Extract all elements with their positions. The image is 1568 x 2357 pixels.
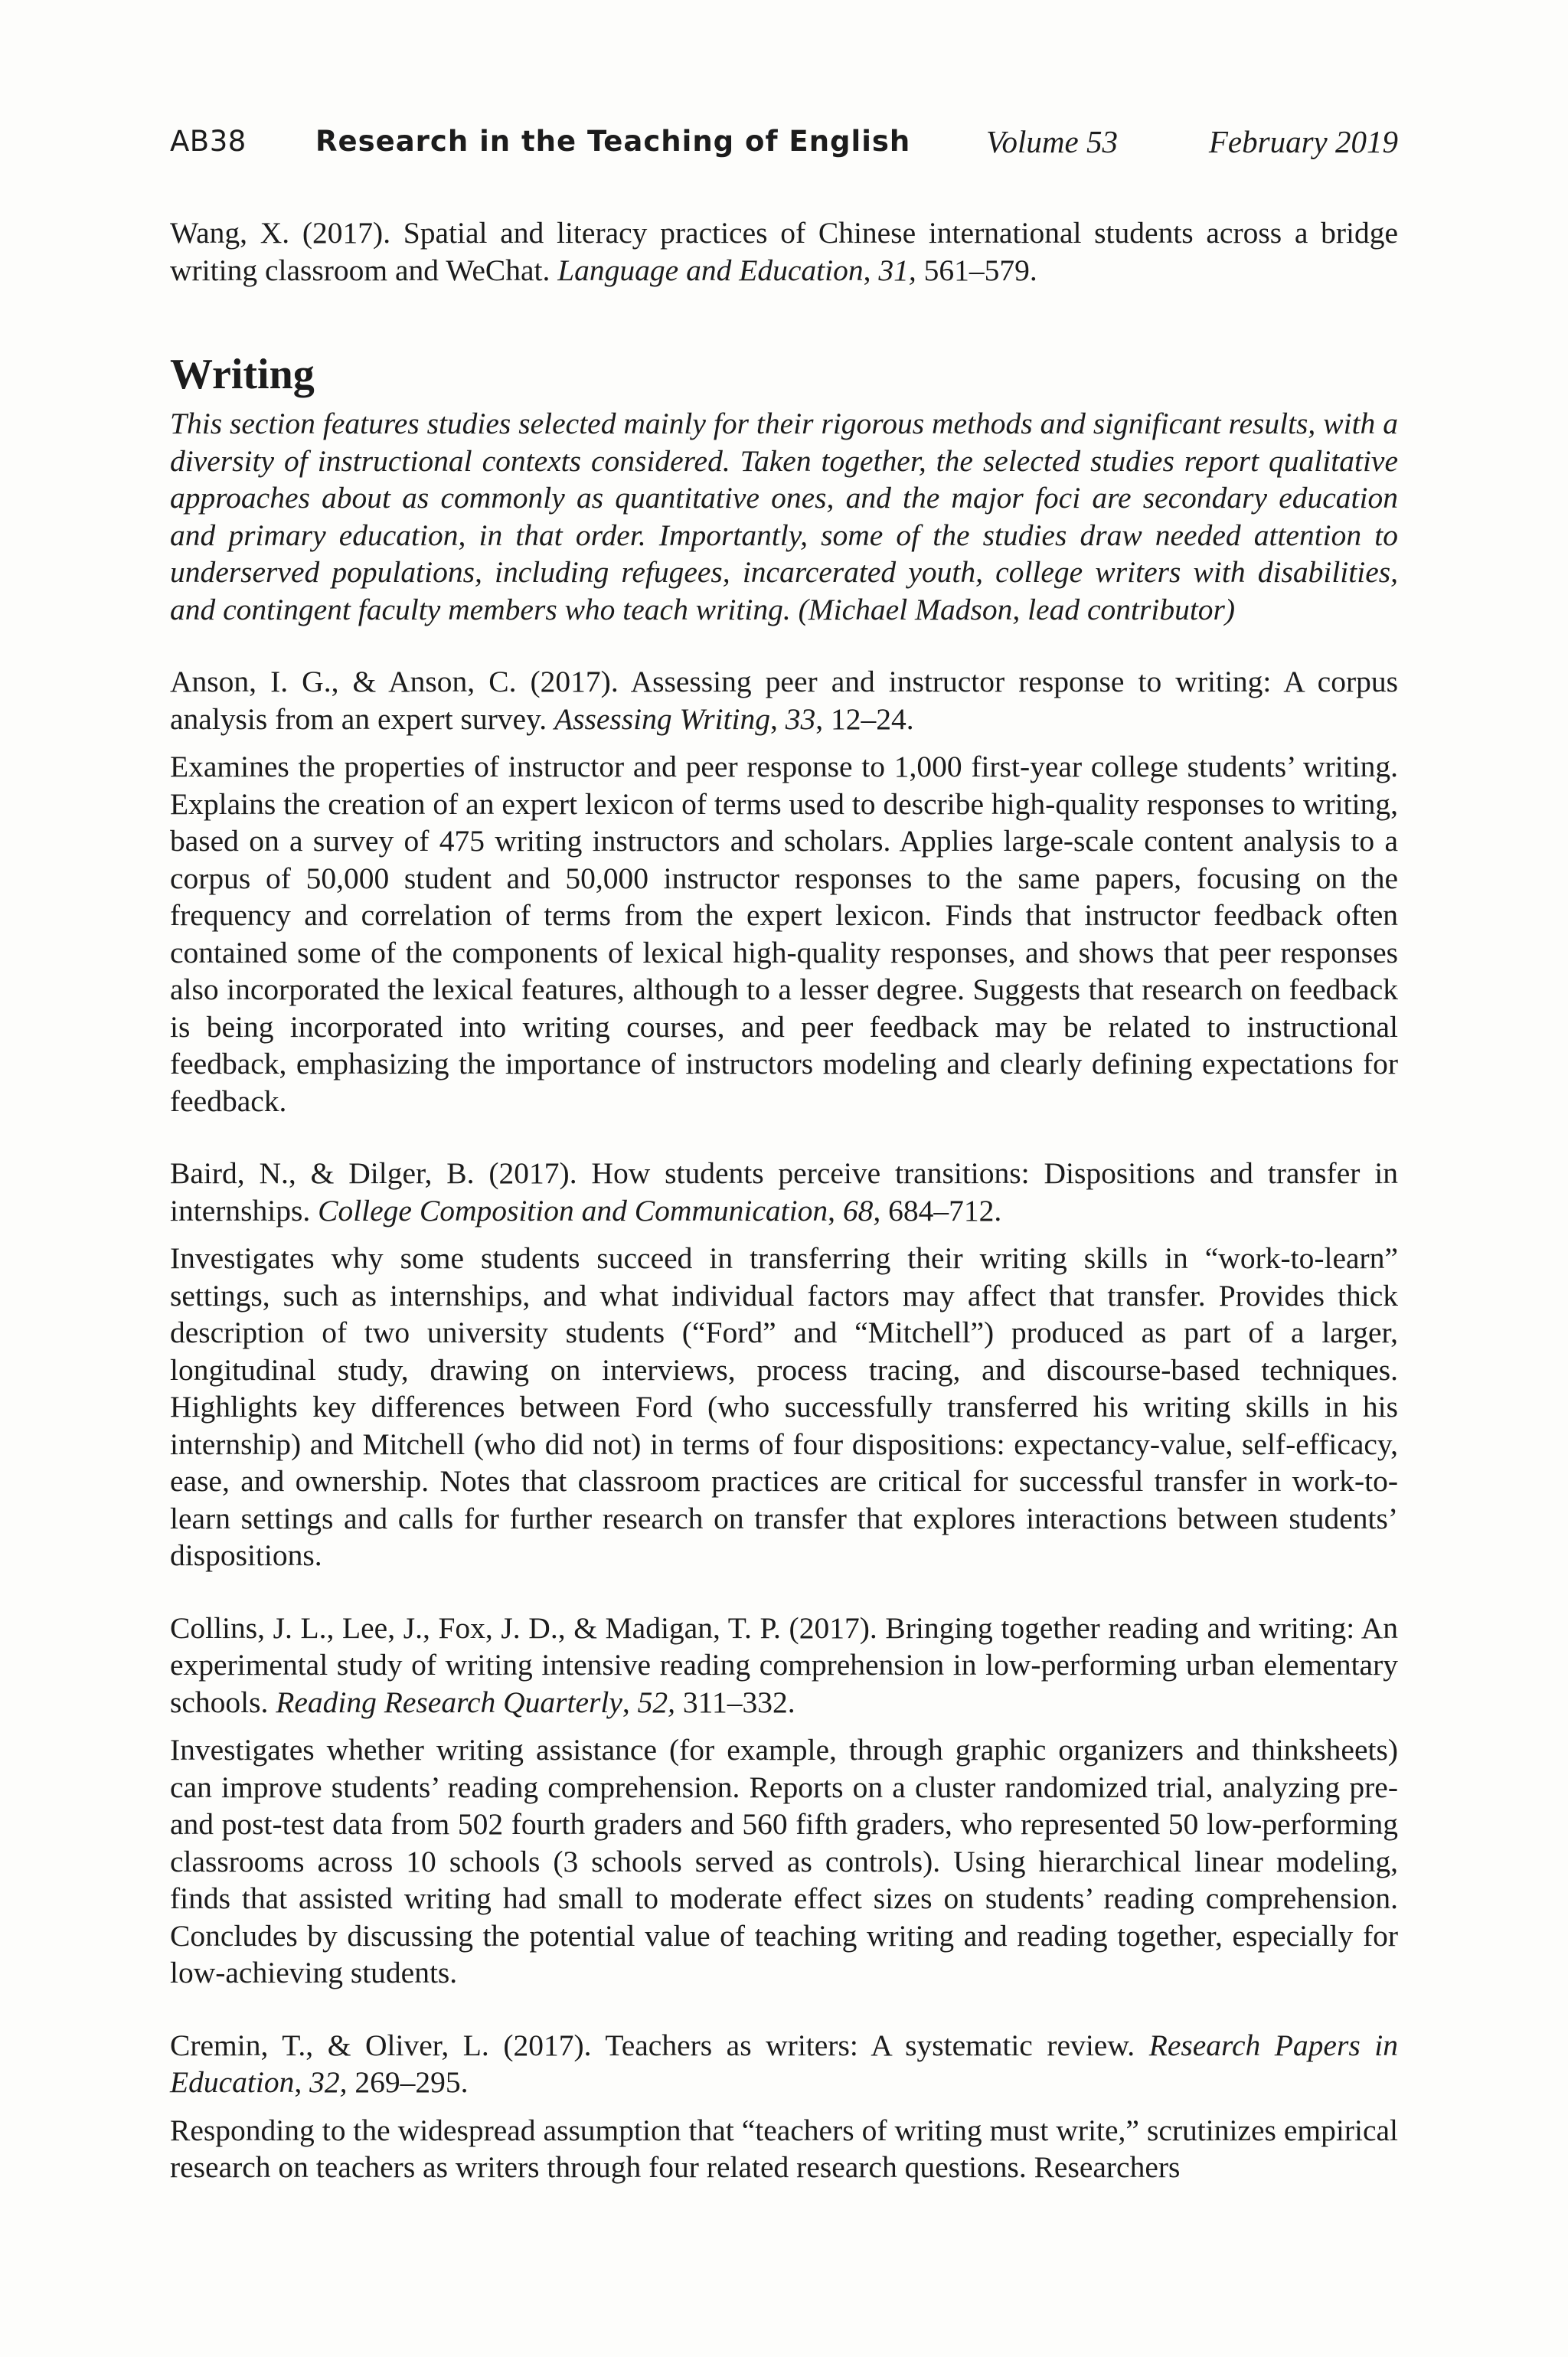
ref-journal: Reading Research Quarterly (276, 1685, 622, 1719)
journal-title: Research in the Teaching of English (315, 125, 911, 158)
ref-text: Cremin, T., & Oliver, L. (2017). Teachers as writers: A systematic review. (170, 2028, 1149, 2062)
bibliography-entry (170, 2027, 1398, 2186)
ref-separator: , (863, 253, 879, 287)
ref-pages: , 12–24. (815, 701, 914, 736)
ref-pages: 561–579. (916, 253, 1037, 287)
volume-label: Volume 53 (986, 124, 1118, 159)
ref-pages: 311–332. (675, 1685, 795, 1719)
entry-reference (170, 1155, 1398, 1229)
ref-journal: College Composition and Communication (318, 1193, 828, 1228)
ref-journal: Language and Education (557, 253, 864, 287)
entry-reference (170, 2027, 1398, 2101)
ref-separator: , (770, 701, 786, 736)
ref-pages: 269–295. (347, 2065, 469, 2099)
carryover-reference (170, 214, 1398, 289)
ref-volume: 31, (878, 253, 916, 287)
ref-text: Anson, I. G., & Anson, C. (2017). Assessing peer and instructor response to writing: A corpus analysis from an expert survey. (170, 665, 1398, 736)
ref-pages: 684–712. (880, 1193, 1002, 1228)
ref-separator: , (828, 1193, 843, 1228)
issue-date: February 2019 (1208, 124, 1398, 159)
ref-text: Collins, J. L., Lee, J., Fox, J. D., & Madigan, T. P. (2017). Bringing together reading and writing: An experimental study of writing intensive reading comprehension in low-performing urban elementary schools. (170, 1610, 1398, 1719)
ref-separator: , (294, 2065, 310, 2099)
entry-annotation: Investigates why some students succeed in transferring their writing skills in “work-to-learn” settings, such as internships, and what individual factors may affect that transfer. Provides thick description of two university students (“Ford” and “Mitchell”) produced as part of a larger, longitudinal study, drawing on interviews, process tracing, and discourse-based techniques. Highlights key differences between Ford (who successfully transferred his writing skills in his internship) and Mitchell (who did not) in terms of four dispositions: expectancy-value, self-efficacy, ease, and ownership. Notes that classroom practices are critical for successful transfer in work-to-learn settings and calls for further research on transfer that explores interactions between students’ dispositions. (170, 1241, 1398, 1572)
bibliography-entry (170, 1155, 1398, 1574)
running-head (170, 115, 1398, 168)
bibliography-entry (170, 663, 1398, 1120)
section-intro: This section features studies selected mainly for their rigorous methods and significant results, with a diversity of instructional contexts considered. Taken together, the selected studies report qualitative approaches about as commonly as quantitative ones, and the major foci are secondary education and primary education, in that order. Importantly, some of the studies draw needed attention to underserved populations, including refugees, incarcerated youth, college writers with disabilities, and contingent faculty members who teach writing. (Michael Madson, lead contributor) (170, 407, 1398, 626)
ref-journal: Research Papers in Education (170, 2028, 1398, 2099)
entry-reference (170, 663, 1398, 737)
bibliography-entry (170, 1610, 1398, 1992)
page (170, 115, 1398, 2221)
page-number: AB38 (170, 125, 247, 158)
entry-reference (170, 1610, 1398, 1721)
ref-volume: 33 (785, 701, 816, 736)
ref-journal: Assessing Writing (554, 701, 771, 736)
ref-text: Baird, N., & Dilger, B. (2017). How students perceive transitions: Dispositions and transfer in internships. (170, 1156, 1398, 1228)
entry-annotation: Investigates whether writing assistance (for example, through graphic organizers and thinksheets) can improve students’ reading comprehension. Reports on a cluster randomized trial, analyzing pre- and post-test data from 502 fourth graders and 560 fifth graders, who represented 50 low-performing classrooms across 10 schools (3 schools served as controls). Using hierarchical linear modeling, finds that assisted writing had small to moderate effect sizes on students’ reading comprehension. Concludes by discussing the potential value of teaching writing and reading together, especially for low-achieving students. (170, 1733, 1398, 1989)
entry-annotation: Responding to the widespread assumption that “teachers of writing must write,” scrutinizes empirical research on teachers as writers through four related research questions. Researchers (170, 2113, 1398, 2184)
ref-volume: 52, (637, 1685, 676, 1719)
ref-volume: 68, (842, 1193, 881, 1228)
section-heading: Writing (170, 351, 315, 398)
entry-annotation: Examines the properties of instructor and peer response to 1,000 first-year college students’ writing. Explains the creation of an expert lexicon of terms used to describe high-quality responses to writing, based on a survey of 475 writing instructors and scholars. Applies large-scale content analysis to a corpus of 50,000 student and 50,000 instructor responses to the same papers, focusing on the frequency and correlation of terms from the expert lexicon. Finds that instructor feedback often contained some of the components of lexical high-quality responses, and shows that peer responses also incorporated the lexical features, although to a lesser degree. Suggests that research on feedback is being incorporated into writing courses, and peer feedback may be related to instructional feedback, emphasizing the importance of instructors modeling and clearly defining expectations for feedback. (170, 750, 1398, 1118)
ref-text: Wang, X. (2017). Spatial and literacy practices of Chinese international students across a bridge writing classroom and WeChat. (170, 216, 1398, 287)
ref-separator: , (622, 1685, 638, 1719)
ref-volume: 32, (309, 2065, 348, 2099)
